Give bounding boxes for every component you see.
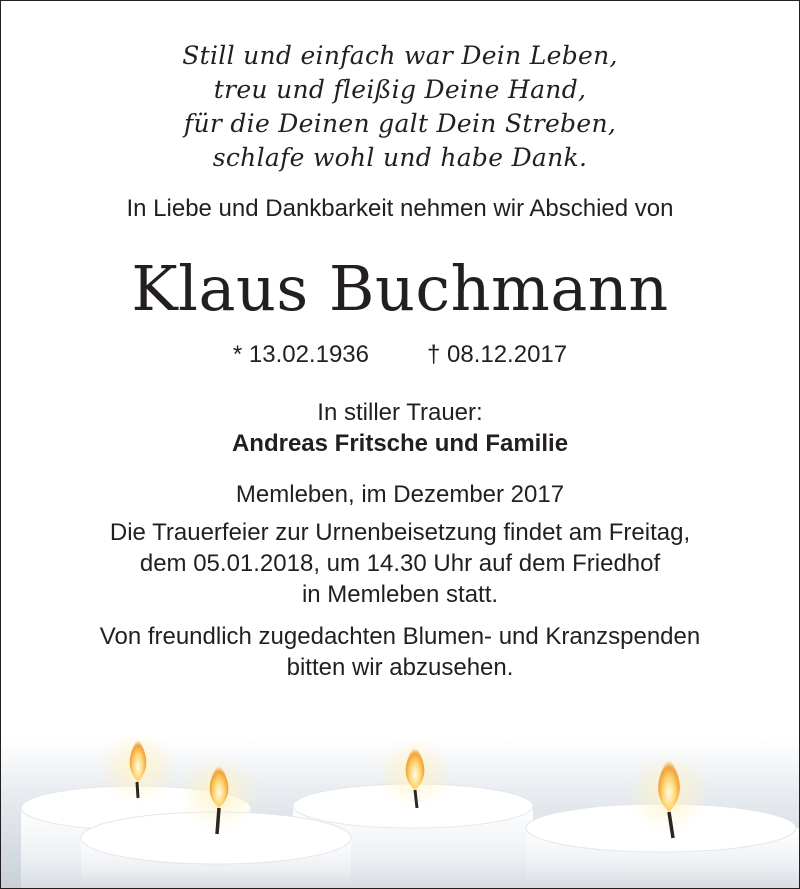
poem-line: treu und fleißig Deine Hand, (213, 75, 587, 104)
flowers-line: Von freundlich zugedachten Blumen- und Kranzspenden (99, 623, 701, 650)
funeral-line: dem 05.01.2018, um 14.30 Uhr auf dem Friedhof (139, 550, 661, 577)
deceased-name: Klaus Buchmann (131, 252, 669, 325)
poem-line: für die Deinen galt Dein Streben, (183, 109, 617, 138)
flowers-line: bitten wir abzusehen. (286, 654, 514, 681)
flowers-request (1, 621, 799, 683)
poem (1, 39, 799, 175)
death-date: † 08.12.2017 (426, 341, 568, 368)
funeral-line: in Memleben statt. (301, 581, 499, 608)
poem-line: schlafe wohl und habe Dank. (212, 143, 588, 172)
birth-date: * 13.02.1936 (232, 341, 369, 368)
mourners-label: In stiller Trauer: (317, 399, 483, 426)
candles-icon (1, 738, 799, 888)
mourners-names: Andreas Fritsche und Familie (231, 430, 569, 457)
mourners (1, 397, 799, 459)
farewell-intro: In Liebe und Dankbarkeit nehmen wir Abschied von (126, 195, 674, 222)
funeral-line: Die Trauerfeier zur Urnenbeisetzung findet am Freitag, (109, 519, 691, 546)
funeral-info (1, 517, 799, 610)
poem-line: Still und einfach war Dein Leben, (182, 41, 618, 70)
place-and-date: Memleben, im Dezember 2017 (235, 481, 565, 508)
life-dates (1, 340, 799, 370)
